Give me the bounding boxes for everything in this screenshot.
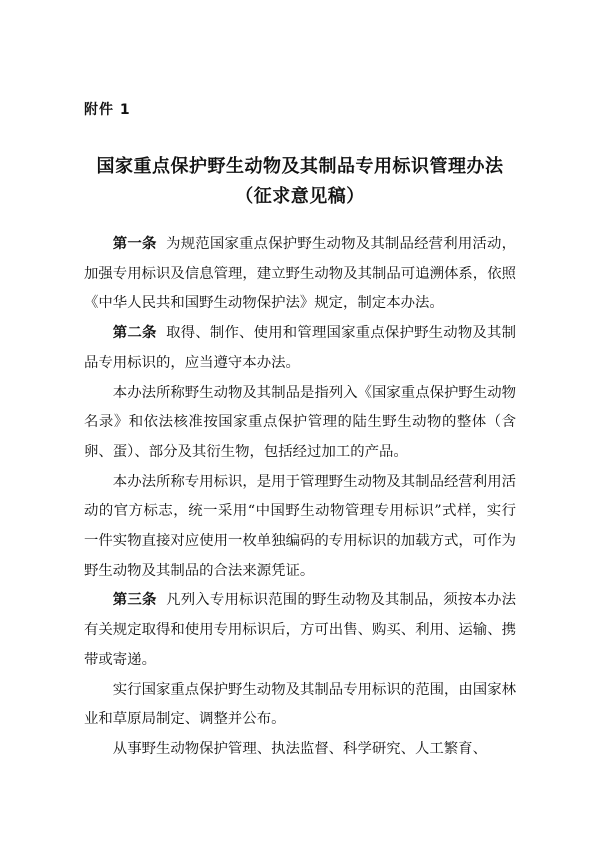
paragraph-text: 实行国家重点保护野生动物及其制品专用标识的范围，由国家林业和草原局制定、调整并公布。 xyxy=(84,681,516,728)
paragraph-text: 本办法所称专用标识，是用于管理野生动物及其制品经营利用活动的官方标志，统一采用“中国野生动物管理专用标识”式样，实行一件实物直接对应使用一枚单独编码的专用标识的加载方式，可作为野生动物及其制品的合法来源凭证。 xyxy=(84,473,516,579)
article-number: 第一条 xyxy=(112,236,157,252)
paragraph-text: 本办法所称野生动物及其制品是指列入《国家重点保护野生动物名录》和依法核准按国家重点保护管理的陆生野生动物的整体（含卵、蛋）、部分及其衍生物，包括经过加工的产品。 xyxy=(84,384,516,460)
paragraph xyxy=(84,676,516,735)
paragraph xyxy=(84,230,516,319)
paragraph-text: 凡列入专用标识范围的野生动物及其制品，须按本办法有关规定取得和使用专用标识后，方可出售、购买、利用、运输、携带或寄递。 xyxy=(84,592,516,668)
paragraph xyxy=(84,735,516,765)
paragraph xyxy=(84,586,516,675)
article-number: 第二条 xyxy=(112,325,157,342)
document-title: 国家重点保护野生动物及其制品专用标识管理办法 xyxy=(96,156,504,177)
paragraph-text: 取得、制作、使用和管理国家重点保护野生动物及其制品专用标识的，应当遵守本办法。 xyxy=(84,325,516,371)
paragraph xyxy=(84,319,516,378)
paragraph xyxy=(84,379,516,468)
paragraph xyxy=(84,468,516,587)
article-number: 第三条 xyxy=(112,592,157,609)
document-subtitle: （征求意见稿） xyxy=(235,186,365,207)
paragraph-text: 从事野生动物保护管理、执法监督、科学研究、人工繁育、 xyxy=(112,740,487,757)
attachment-label: 附件 1 xyxy=(84,102,131,118)
paragraph-text: 为规范国家重点保护野生动物及其制品经营利用活动，加强专用标识及信息管理，建立野生动物及其制品可追溯体系，依照《中华人民共和国野生动物保护法》规定，制定本办法。 xyxy=(84,236,516,312)
document-body xyxy=(84,230,516,765)
